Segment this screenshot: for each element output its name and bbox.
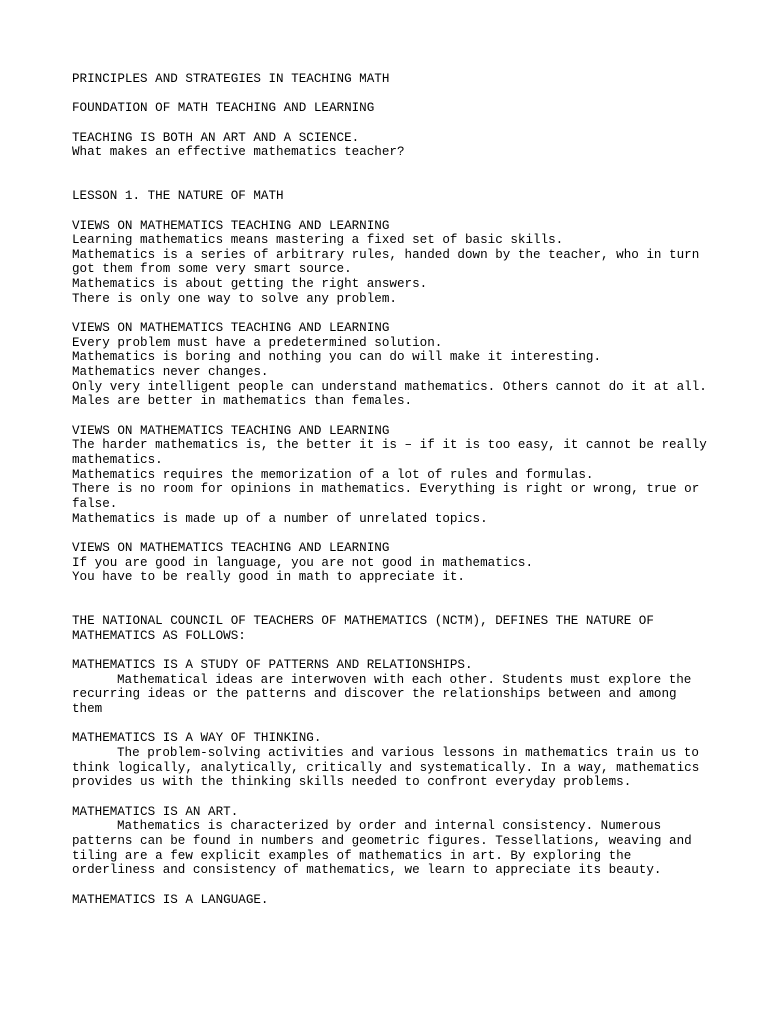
view-item: Learning mathematics means mastering a fixed set of basic skills. bbox=[72, 233, 564, 248]
nature-body: Mathematics is characterized by order and internal consistency. Numerous patterns can be found in numbers and geometric figures. Tessellations, weaving and tiling are a few explicit examples of mathematics in art. By exploring the orderliness and consistency of mathematics, we learn to appreciate its beauty. bbox=[72, 819, 700, 878]
doc-subtitle: FOUNDATION OF MATH TEACHING AND LEARNING bbox=[72, 101, 375, 116]
views-section-2 bbox=[72, 321, 712, 409]
views-section-1 bbox=[72, 219, 712, 307]
nature-heading: MATHEMATICS IS AN ART. bbox=[72, 804, 239, 819]
view-item: There is only one way to solve any problem. bbox=[72, 291, 397, 306]
doc-title-block bbox=[72, 72, 712, 87]
intro-heading: TEACHING IS BOTH AN ART AND A SCIENCE. bbox=[72, 130, 360, 145]
lesson-heading: LESSON 1. THE NATURE OF MATH bbox=[72, 189, 284, 204]
nature-body: The problem-solving activities and various lessons in mathematics train us to think logically, analytically, critically and systematically. In a way, mathematics provides us with the thinking skills needed to confront everyday problems. bbox=[72, 746, 707, 790]
view-item: Mathematics never changes. bbox=[72, 365, 269, 380]
nctm-intro: THE NATIONAL COUNCIL OF TEACHERS OF MATHEMATICS (NCTM), DEFINES THE NATURE OF MATHEMATICS AS FOLLOWS: bbox=[72, 614, 662, 643]
nature-section-patterns bbox=[72, 658, 712, 717]
nature-body: Mathematical ideas are interwoven with each other. Students must explore the recurring ideas or the patterns and discover the relationships between and among them bbox=[72, 672, 699, 717]
nature-section-thinking bbox=[72, 731, 712, 790]
view-item: Mathematics is about getting the right answers. bbox=[72, 277, 428, 292]
view-item: You have to be really good in math to appreciate it. bbox=[72, 570, 465, 585]
views-section-4 bbox=[72, 541, 712, 585]
document-page bbox=[72, 72, 715, 922]
view-item: Mathematics is boring and nothing you can do will make it interesting. bbox=[72, 350, 602, 365]
intro-question: What makes an effective mathematics teacher? bbox=[72, 145, 405, 160]
view-item: If you are good in language, you are not good in mathematics. bbox=[72, 555, 534, 570]
nature-heading: MATHEMATICS IS A STUDY OF PATTERNS AND RELATIONSHIPS. bbox=[72, 658, 473, 673]
doc-title: PRINCIPLES AND STRATEGIES IN TEACHING MATH bbox=[72, 72, 390, 86]
view-item: Mathematics is made up of a number of unrelated topics. bbox=[72, 511, 488, 526]
view-item: Mathematics requires the memorization of a lot of rules and formulas. bbox=[72, 467, 594, 482]
nature-heading: MATHEMATICS IS A WAY OF THINKING. bbox=[72, 731, 322, 746]
view-item: The harder mathematics is, the better it is – if it is too easy, it cannot be really mathematics. bbox=[72, 438, 715, 467]
nctm-intro-block bbox=[72, 614, 712, 643]
view-item: Every problem must have a predetermined solution. bbox=[72, 335, 443, 350]
view-item: Males are better in mathematics than females. bbox=[72, 394, 413, 409]
views-heading: VIEWS ON MATHEMATICS TEACHING AND LEARNING bbox=[72, 218, 390, 233]
intro-block bbox=[72, 131, 712, 160]
nature-section-language bbox=[72, 893, 712, 908]
view-item: Mathematics is a series of arbitrary rules, handed down by the teacher, who in turn got them from some very smart source. bbox=[72, 247, 707, 277]
doc-subtitle-block bbox=[72, 101, 712, 116]
view-item: Only very intelligent people can understand mathematics. Others cannot do it at all. bbox=[72, 379, 707, 394]
view-item: There is no room for opinions in mathematics. Everything is right or wrong, true or false. bbox=[72, 482, 707, 511]
views-section-3 bbox=[72, 423, 715, 527]
nature-heading: MATHEMATICS IS A LANGUAGE. bbox=[72, 892, 269, 907]
views-heading: VIEWS ON MATHEMATICS TEACHING AND LEARNING bbox=[72, 321, 390, 336]
nature-section-art bbox=[72, 805, 712, 878]
lesson-heading-block bbox=[72, 189, 712, 204]
views-heading: VIEWS ON MATHEMATICS TEACHING AND LEARNING bbox=[72, 540, 390, 555]
views-heading: VIEWS ON MATHEMATICS TEACHING AND LEARNING bbox=[72, 423, 390, 438]
